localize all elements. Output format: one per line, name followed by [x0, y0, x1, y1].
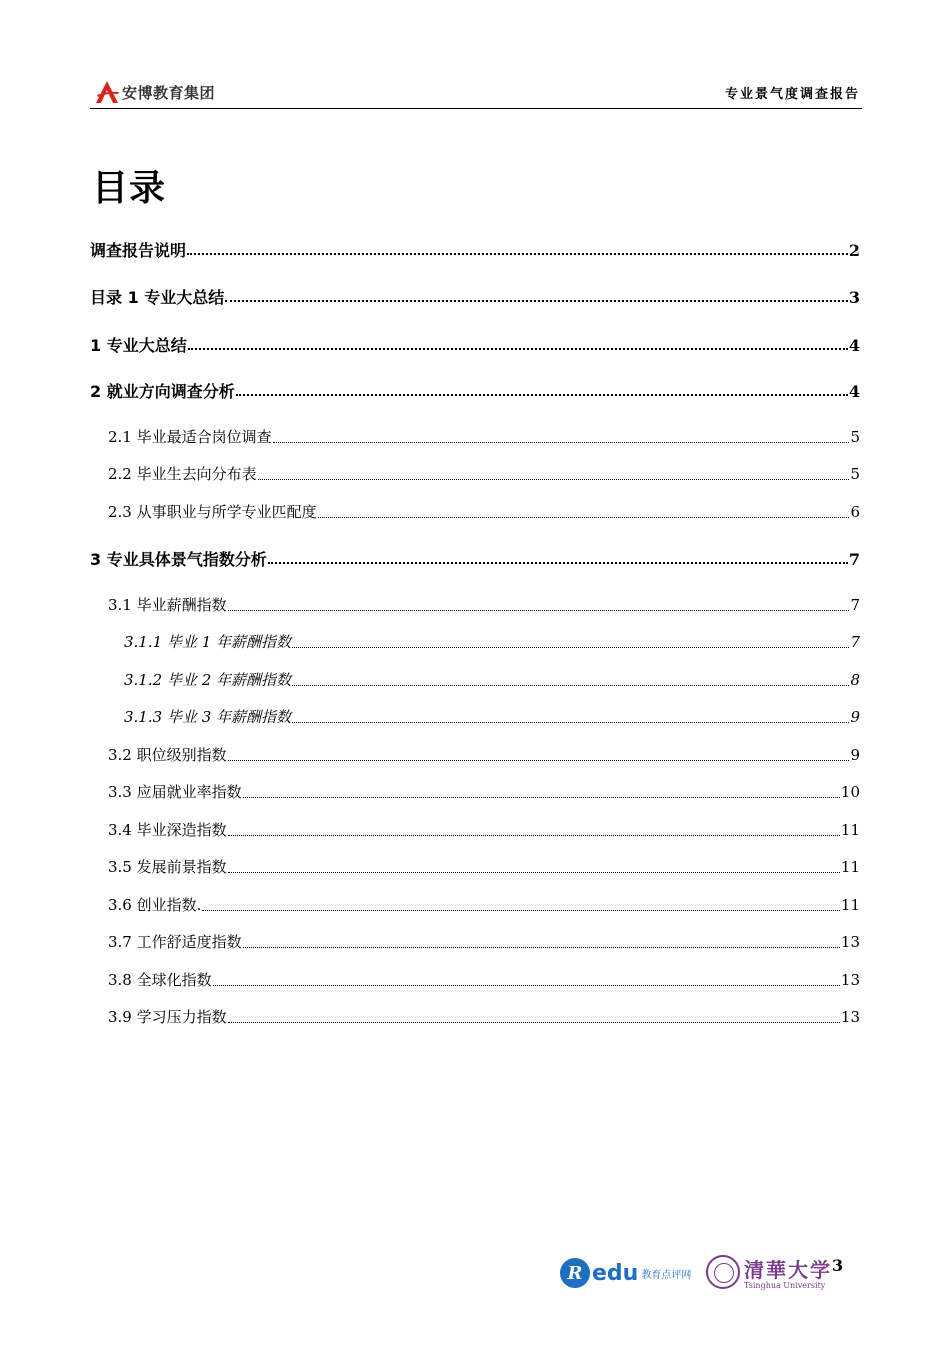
toc-entry[interactable] — [108, 931, 860, 953]
toc-entry[interactable] — [90, 333, 860, 355]
toc-entry-page: 11 — [840, 858, 860, 876]
toc-entry-page: 13 — [840, 933, 860, 951]
toc-entry[interactable] — [108, 781, 860, 803]
toc-entry-label: 3.1.2 毕业 2 年薪酬指数 — [124, 671, 292, 689]
toc-entry-label: 3.7 工作舒适度指数 — [108, 933, 242, 951]
toc-entry-label: 3.4 毕业深造指数 — [108, 821, 227, 839]
toc-leader-dots — [236, 393, 848, 396]
logo-text: 安博教育集团 — [122, 83, 216, 102]
toc-leader-dots — [228, 834, 840, 836]
toc-entry[interactable] — [124, 631, 860, 653]
toc-entry-page: 5 — [850, 428, 860, 446]
toc-leader-dots — [225, 299, 848, 302]
page-footer — [560, 1254, 860, 1294]
toc-entry-page: 7 — [850, 596, 860, 614]
toc-entry[interactable] — [108, 501, 860, 523]
toc-entry-page: 5 — [850, 465, 860, 483]
toc-entry[interactable] — [108, 969, 860, 991]
toc-entry-page: 13 — [840, 971, 860, 989]
toc-title: 目录 — [92, 168, 167, 209]
tsinghua-en: Tsinghua University — [744, 1281, 826, 1290]
toc-entry-page: 7 — [850, 633, 860, 651]
toc-entry-page: 10 — [840, 783, 860, 801]
toc-entry-page: 13 — [840, 1008, 860, 1026]
toc-entry-label: 1 专业大总结 — [90, 336, 187, 355]
toc-entry-label: 3.1 毕业薪酬指数 — [108, 596, 227, 614]
toc-leader-dots — [273, 441, 850, 443]
toc-entry-label: 3.1.3 毕业 3 年薪酬指数 — [124, 708, 292, 726]
toc-entry-label: 2.1 毕业最适合岗位调查 — [108, 428, 272, 446]
toc-entry[interactable] — [90, 547, 860, 569]
tsinghua-seal-icon — [706, 1255, 740, 1289]
toc-entry-label: 3 专业具体景气指数分析 — [90, 550, 267, 569]
toc-leader-dots — [228, 1021, 840, 1023]
redu-cn-text: 教育点评网 — [641, 1269, 692, 1281]
toc-leader-dots — [292, 684, 849, 686]
toc-entry-label: 2.2 毕业生去向分布表 — [108, 465, 257, 483]
toc-leader-dots — [188, 347, 848, 350]
toc-entry-label: 3.5 发展前景指数 — [108, 858, 227, 876]
toc-leader-dots — [292, 721, 849, 723]
report-title: 专业景气度调查报告 — [724, 87, 860, 102]
page-header — [90, 76, 862, 109]
toc-entry-page: 7 — [848, 550, 860, 569]
redu-logo — [560, 1258, 691, 1288]
page-number: 3 — [832, 1256, 844, 1275]
toc-entry-page: 8 — [850, 671, 860, 689]
toc-entry-page: 6 — [850, 503, 860, 521]
toc-leader-dots — [213, 984, 840, 986]
toc-entry-label: 2.3 从事职业与所学专业匹配度 — [108, 503, 317, 521]
anbo-a-logo-icon — [94, 80, 120, 104]
toc-entry[interactable] — [108, 594, 860, 616]
toc-entry[interactable] — [90, 379, 860, 401]
toc-leader-dots — [228, 609, 850, 611]
toc-entry[interactable] — [90, 285, 860, 307]
toc-entry[interactable] — [108, 1006, 860, 1028]
toc-entry-label: 3.3 应届就业率指数 — [108, 783, 242, 801]
toc-entry-page: 9 — [850, 746, 860, 764]
toc-leader-dots — [318, 516, 850, 518]
toc-entry[interactable] — [108, 463, 860, 485]
toc-entry-page: 4 — [848, 382, 860, 401]
toc-entry-label: 2 就业方向调查分析 — [90, 382, 235, 401]
anbo-logo — [94, 80, 215, 104]
redu-r-icon: R — [560, 1258, 590, 1288]
toc-entry[interactable] — [90, 238, 860, 260]
toc-entry-page: 9 — [850, 708, 860, 726]
toc-leader-dots — [292, 646, 849, 648]
toc-entry-page: 11 — [840, 896, 860, 914]
toc-leader-dots — [202, 909, 840, 911]
toc-leader-dots — [187, 252, 848, 255]
toc-entry[interactable] — [108, 856, 860, 878]
toc-entry[interactable] — [108, 744, 860, 766]
toc-entry[interactable] — [108, 894, 860, 916]
toc-leader-dots — [243, 796, 840, 798]
toc-entry-label: 目录 1 专业大总结 — [90, 288, 225, 307]
redu-edu-text: edu — [592, 1260, 639, 1286]
toc-entry[interactable] — [108, 426, 860, 448]
toc-leader-dots — [268, 561, 848, 564]
tsinghua-cn: 清華大学 — [744, 1258, 832, 1282]
toc-leader-dots — [228, 871, 840, 873]
toc-entry-label: 3.6 创业指数. — [108, 896, 202, 914]
toc-entry-page: 11 — [840, 821, 860, 839]
tsinghua-logo — [706, 1254, 832, 1290]
toc-entry[interactable] — [124, 669, 860, 691]
toc-entry-label: 调查报告说明 — [90, 241, 187, 260]
toc-entry[interactable] — [124, 706, 860, 728]
toc-entry-page: 2 — [848, 241, 860, 260]
tsinghua-text — [744, 1254, 832, 1290]
toc-entry-label: 3.9 学习压力指数 — [108, 1008, 227, 1026]
toc-entry-page: 4 — [848, 336, 860, 355]
toc-entry-label: 3.2 职位级别指数 — [108, 746, 227, 764]
toc-entry-page: 3 — [848, 288, 860, 307]
toc-entry-label: 3.1.1 毕业 1 年薪酬指数 — [124, 633, 292, 651]
toc-entry-label: 3.8 全球化指数 — [108, 971, 212, 989]
toc-leader-dots — [243, 946, 840, 948]
toc-leader-dots — [228, 759, 850, 761]
toc-leader-dots — [258, 478, 850, 480]
toc-entry[interactable] — [108, 819, 860, 841]
